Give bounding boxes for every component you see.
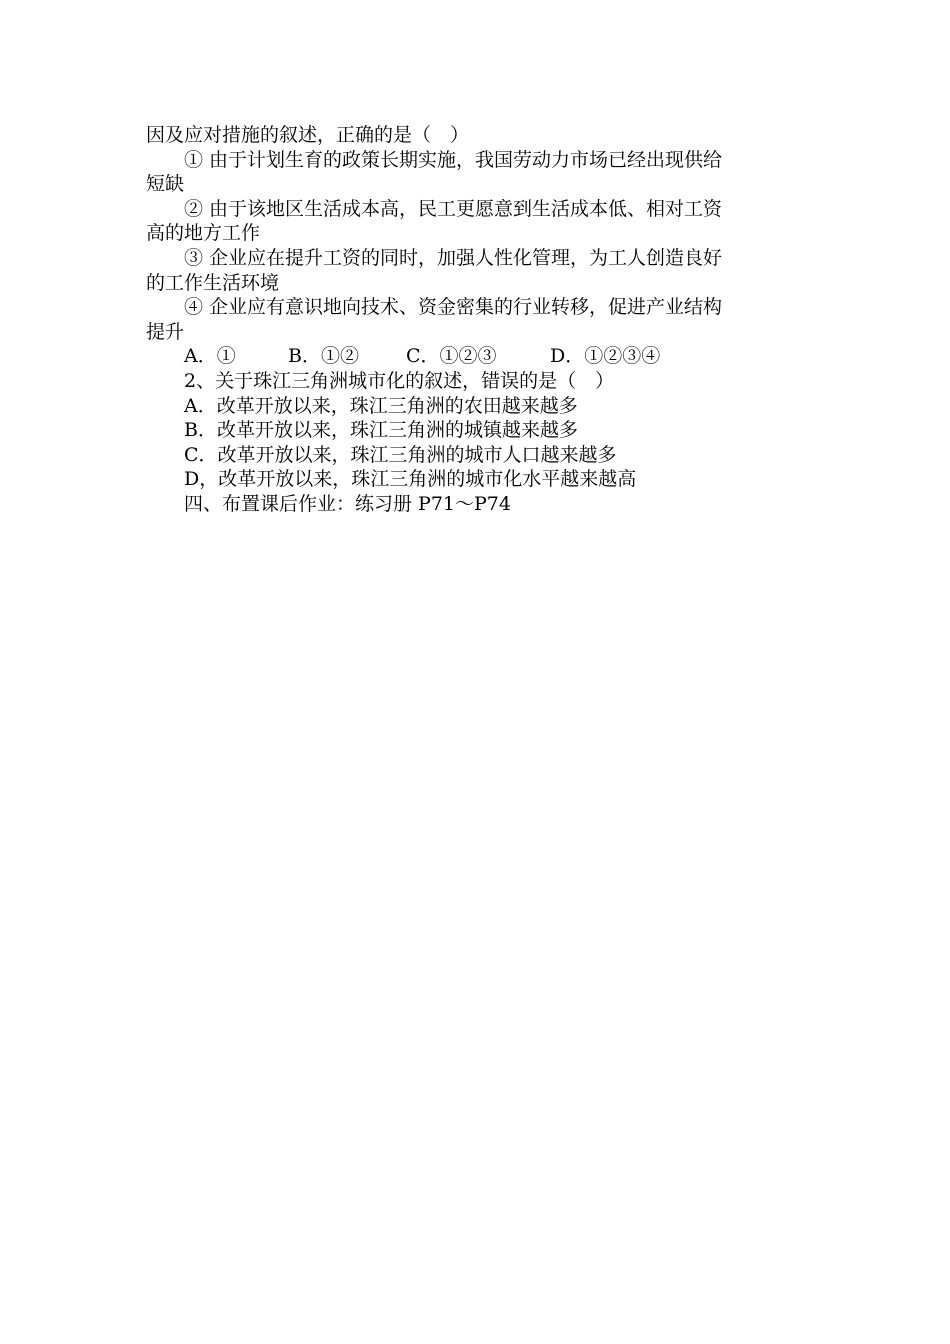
question2-option-d: D，改革开放以来，珠江三角洲的城市化水平越来越高 [184,468,637,491]
question1-option-c: C．①②③ [406,345,497,368]
statement-3-line1: ③ 企业应在提升工资的同时，加强人性化管理，为工人创造良好 [184,246,723,269]
question1-stem-tail: 因及应对措施的叙述，正确的是（ ） [146,124,470,146]
statement-1-line2: 短缺 [146,173,185,196]
document-page [146,123,810,517]
question2-stem: 2、关于珠江三角洲城市化的叙述，错误的是（ ） [184,369,615,392]
question2-option-a: A．改革开放以来，珠江三角洲的农田越来越多 [184,394,578,417]
statement-1-line1: ① 由于计划生育的政策长期实施，我国劳动力市场已经出现供给 [184,148,723,171]
question1-options [146,344,810,369]
statement-4 [146,295,810,344]
statement-3 [146,246,810,295]
question1-option-d: D．①②③④ [550,345,661,368]
question1-option-a: A．① [184,345,236,368]
question2-option-b: B．改革开放以来，珠江三角洲的城镇越来越多 [184,419,578,442]
statement-1 [146,148,810,197]
statement-2-line2: 高的地方工作 [146,222,261,245]
statement-4-line2: 提升 [146,320,185,343]
statement-4-line1: ④ 企业应有意识地向技术、资金密集的行业转移，促进产业结构 [184,296,723,319]
homework-line: 四、布置课后作业：练习册 P71～P74 [184,492,511,515]
statement-2-line1: ② 由于该地区生活成本高，民工更愿意到生活成本低、相对工资 [184,197,723,220]
statement-3-line2: 的工作生活环境 [146,271,280,294]
statement-2 [146,197,810,246]
question1-option-b: B．①② [288,345,359,368]
question2-option-c: C．改革开放以来，珠江三角洲的城市人口越来越多 [184,443,617,466]
